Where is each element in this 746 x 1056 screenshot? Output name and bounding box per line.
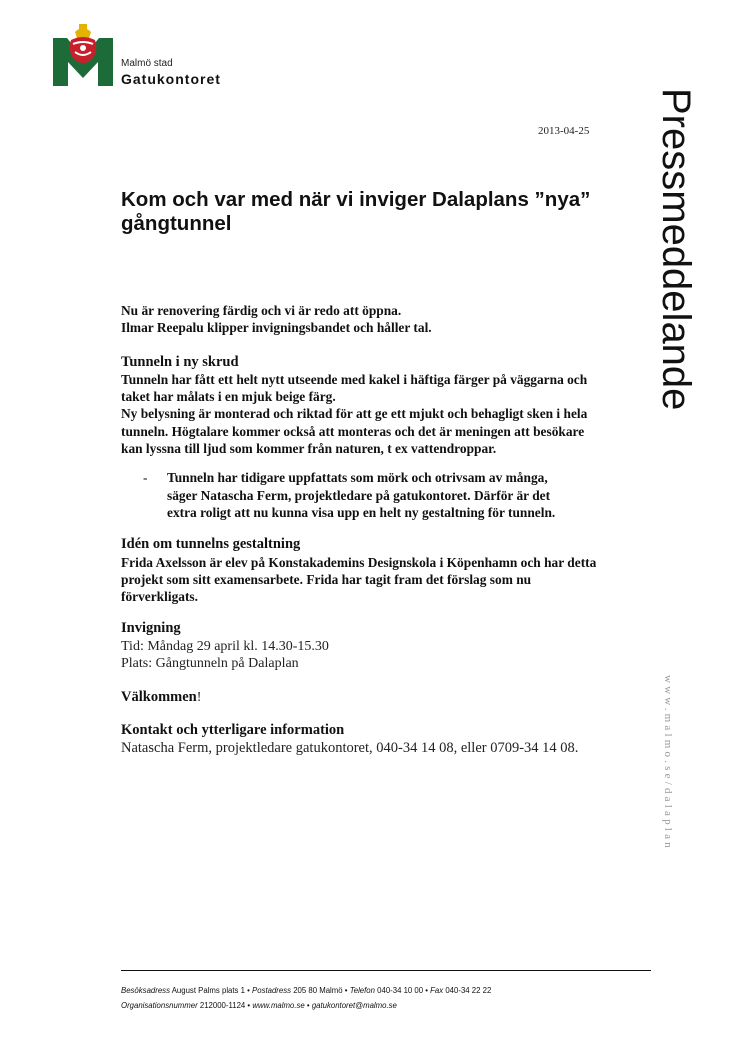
footer-web-link[interactable]: www.malmo.se [252, 1001, 305, 1010]
welcome-mark: ! [196, 690, 202, 706]
welcome-text: Välkommen [121, 689, 197, 706]
intro-line-2: Ilmar Reepalu klipper invigningsbandet och håller tal. [121, 320, 432, 336]
event-time: Tid: Måndag 29 april kl. 14.30-15.30 [121, 638, 329, 654]
org-department-name: Gatukontoret [121, 71, 221, 87]
footer-label-phone: Telefon [349, 986, 375, 995]
footer-line-1 [121, 983, 651, 998]
footer-phone: 040-34 10 00 [374, 986, 424, 995]
footer-sep: • [342, 986, 350, 995]
footer-sep: • [304, 1001, 312, 1010]
intro-line-1: Nu är renovering färdig och vi är redo att öppna. [121, 303, 402, 318]
quote-bullet [121, 469, 601, 521]
footer-fax: 040-34 22 22 [443, 986, 492, 995]
quote-text: Tunneln har tidigare uppfattats som mörk och otrivsam av många, säger Natascha Ferm, projektledare på gatukontoret. Därför är det extra roligt att nu kunna visa upp en helt ny gestaltning för tunneln. [167, 470, 556, 520]
headline: Kom och var med när vi inviger Dalaplans ”nya” gångtunnel [121, 188, 591, 235]
event-place: Plats: Gångtunneln på Dalaplan [121, 656, 299, 672]
section-paragraph-idea: Frida Axelsson är elev på Konstakademins Designskola i Köpenhamn och har detta projekt som sitt examensarbete. Frida har tagit fram det förslag som nu förverkligats. [121, 554, 597, 605]
side-url: www.malmo.se/dalaplan [662, 675, 674, 851]
side-title-pressmeddelande: Pressmeddelande [654, 88, 698, 411]
malmo-griffin-crest-icon [53, 24, 113, 86]
press-date: 2013-04-25 [538, 125, 590, 137]
footer-sep: • [423, 986, 431, 995]
section-paragraph-tunnel-2: Ny belysning är monterad och riktad för att ge ett mjukt och behagligt sken i hela tunneln. Högtalare kommer också att monteras och det är meningen att besökare kan lyssna till ljud som kommer från naturen, t ex vattendroppar. [121, 406, 588, 457]
footer-sep: • [244, 986, 253, 995]
footer-visit-address: August Palms plats 1 [169, 986, 245, 995]
footer-email-link[interactable]: gatukontoret@malmo.se [311, 1001, 397, 1010]
footer-postal-address: 205 80 Malmö [291, 986, 343, 995]
article-body [121, 302, 601, 758]
section-heading-invigning: Invigning [121, 620, 181, 637]
welcome-line [121, 689, 601, 706]
footer-label-fax: Fax [430, 986, 444, 995]
org-parent-name: Malmö stad [121, 58, 173, 69]
footer [121, 983, 651, 1013]
footer-sep: • [245, 1001, 253, 1010]
section-paragraph-tunnel-1: Tunneln har fått ett helt nytt utseende med kakel i häftiga färger på väggarna och taket har målats i en mjuk beige färg. [121, 371, 588, 405]
footer-label-visit: Besöksadress [121, 986, 170, 995]
section-heading-idea: Idén om tunnelns gestaltning [121, 536, 301, 553]
footer-label-orgnr: Organisationsnummer [121, 1001, 198, 1010]
footer-line-2 [121, 998, 651, 1013]
footer-orgnr: 212000-1124 [197, 1001, 246, 1010]
section-heading-contact: Kontakt och ytterligare information [121, 721, 345, 738]
footer-label-postal: Postadress [252, 986, 292, 995]
footer-divider [121, 970, 651, 971]
section-heading-tunnel: Tunneln i ny skrud [121, 353, 239, 370]
bullet-dash: - [143, 470, 148, 486]
contact-text: Natascha Ferm, projektledare gatukontoret, 040-34 14 08, eller 0709-34 14 08. [121, 739, 579, 756]
